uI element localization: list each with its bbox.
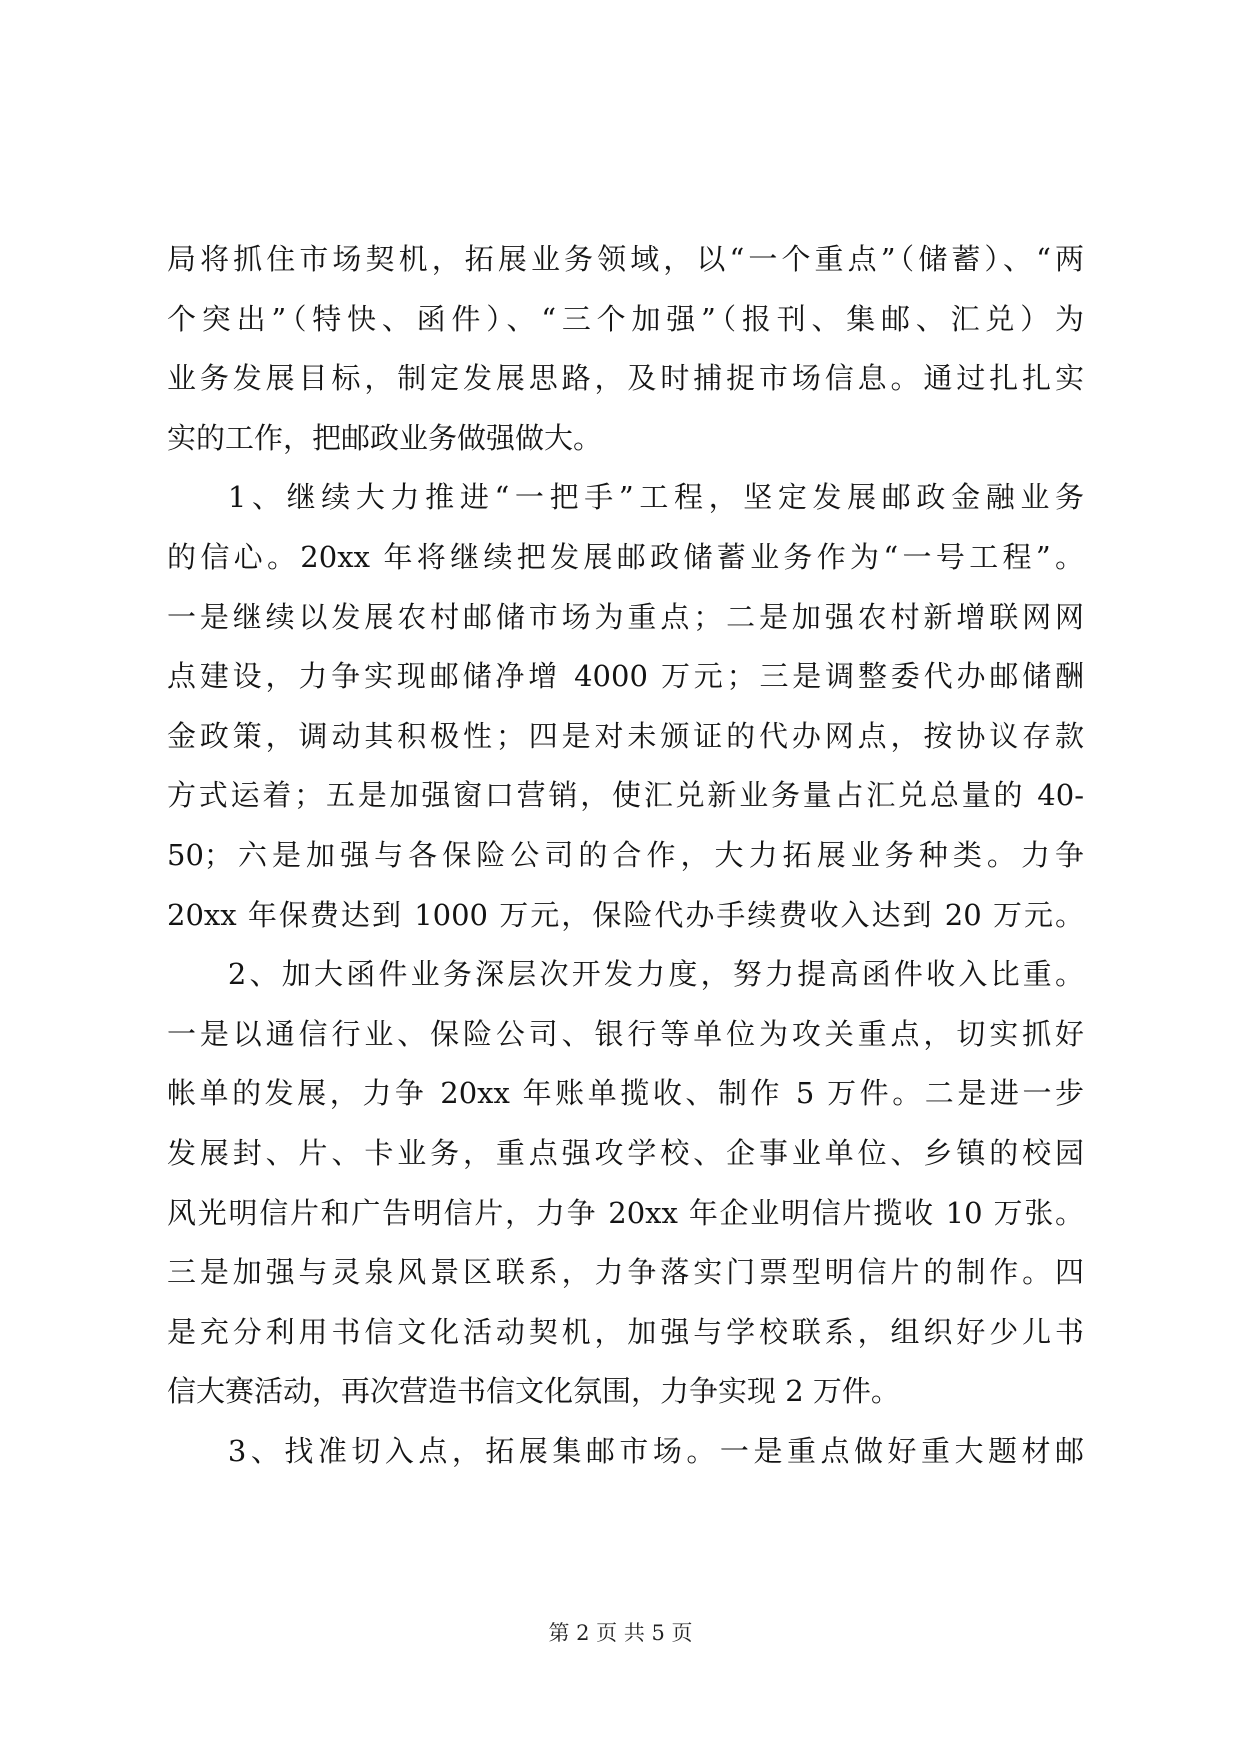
body-text: [167, 230, 1084, 1481]
body-text-line: 三是加强与灵泉风景区联系，力争落实门票型明信片的制作。四: [167, 1255, 1084, 1290]
body-text-line: 方式运着；五是加强窗口营销，使汇兑新业务量占汇兑总量的 40-: [167, 778, 1084, 813]
body-text-line: 局将抓住市场契机，拓展业务领域，以“一个重点”（储蓄）、“两: [167, 242, 1084, 276]
body-text-line: 的信心。20xx 年将继续把发展邮政储蓄业务作为“一号工程”。: [167, 539, 1084, 574]
paragraph-2-first-line: 2、加大函件业务深层次开发力度，努力提高函件收入比重。: [227, 957, 1084, 992]
body-text-line: 20xx 年保费达到 1000 万元，保险代办手续费收入达到 20 万元。: [167, 897, 1084, 932]
body-text-line: 点建设，力争实现邮储净增 4000 万元；三是调整委代办邮储酬: [167, 659, 1084, 694]
body-text-line: 一是继续以发展农村邮储市场为重点；二是加强农村新增联网网: [167, 599, 1084, 634]
body-text-line: 是充分利用书信文化活动契机，加强与学校联系，组织好少儿书: [167, 1314, 1084, 1349]
paragraph-3-first-line: 3、找准切入点，拓展集邮市场。一是重点做好重大题材邮: [227, 1433, 1084, 1468]
paragraph-1-first-line: 1、继续大力推进“一把手”工程，坚定发展邮政金融业务: [227, 480, 1084, 515]
body-text-line: 一是以通信行业、保险公司、银行等单位为攻关重点，切实抓好: [167, 1016, 1084, 1051]
body-text-line: 风光明信片和广告明信片，力争 20xx 年企业明信片揽收 10 万张。: [167, 1195, 1084, 1230]
body-text-line: 50；六是加强与各保险公司的合作，大力拓展业务种类。力争: [167, 837, 1084, 872]
body-text-line: 发展封、片、卡业务，重点强攻学校、企事业单位、乡镇的校园: [167, 1135, 1084, 1170]
page-number-footer: 第 2 页 共 5 页: [548, 1621, 693, 1645]
body-text-line: 金政策，调动其积极性；四是对未颁证的代办网点，按协议存款: [167, 718, 1084, 753]
body-text-line: 信大赛活动，再次营造书信文化氛围，力争实现 2 万件。: [167, 1374, 900, 1409]
body-text-line: 个突出”（特快、函件）、“三个加强”（报刊、集邮、汇兑）为: [167, 301, 1084, 336]
body-text-line: 实的工作，把邮政业务做强做大。: [167, 420, 603, 455]
body-text-line: 帐单的发展，力争 20xx 年账单揽收、制作 5 万件。二是进一步: [167, 1076, 1084, 1111]
body-text-line: 业务发展目标，制定发展思路，及时捕捉市场信息。通过扎扎实: [167, 361, 1084, 396]
